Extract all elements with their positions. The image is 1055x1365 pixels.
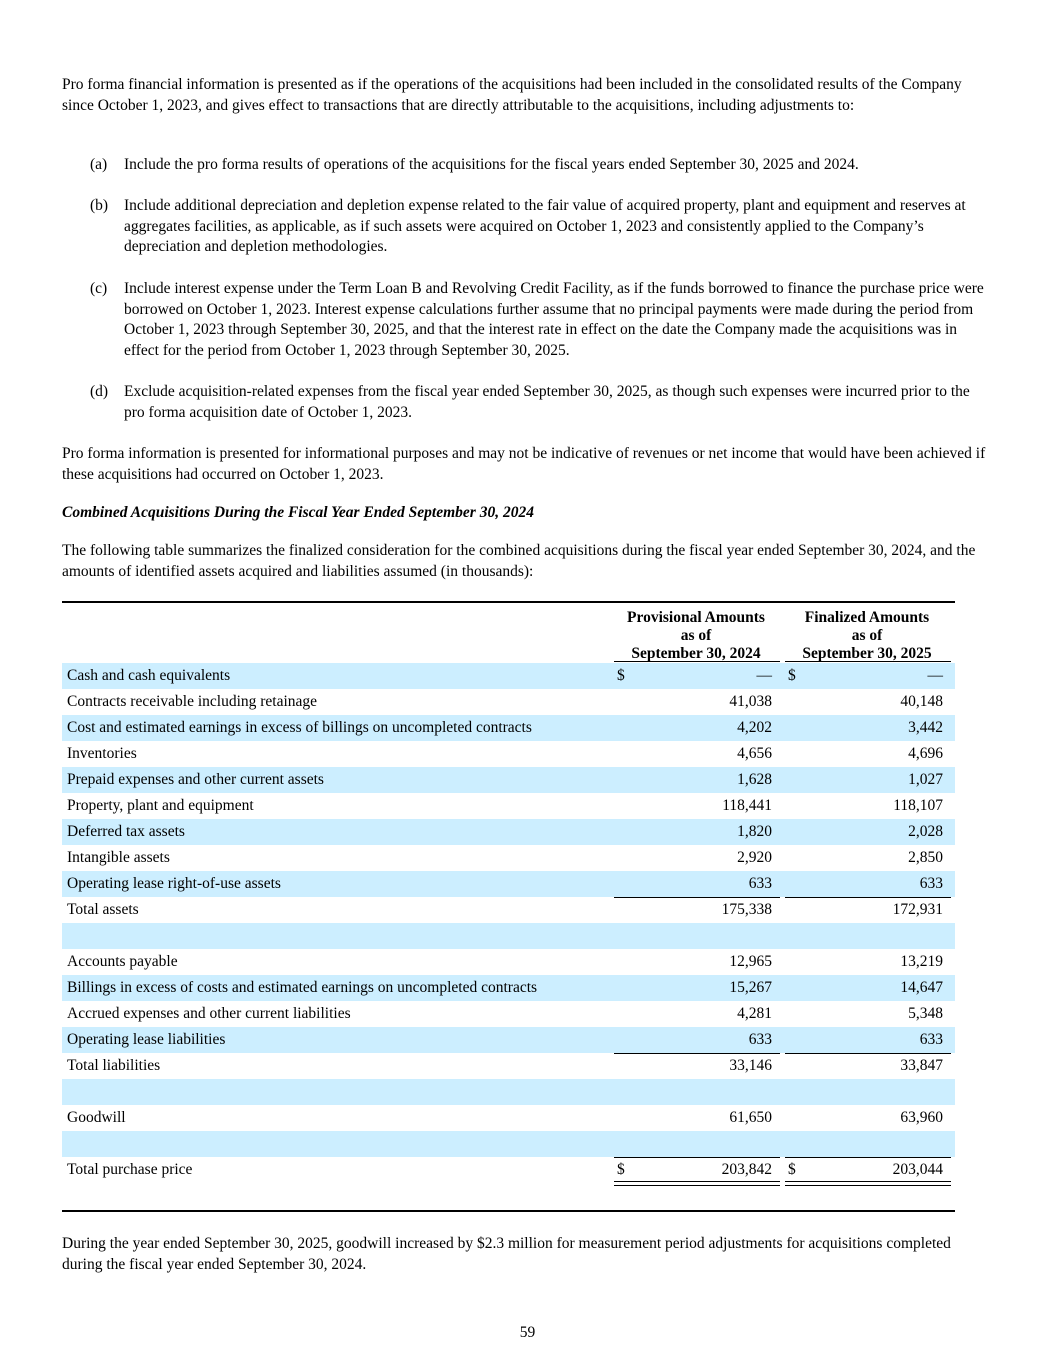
list-item-text: Include interest expense under the Term Loan B and Revolving Credit Facility, as if the funds borrowed to finance the purchase price were borrowed on October 1, 2023. Interest expense calculations further assume that no principal payments were made during the period from October 1, 2023 through September 30, 2025, and that the interest rate in effect on the date the Company made the acquisitions was in effect for the period from October 1, 2023 through September 30, 2025.	[124, 280, 984, 359]
table-row-total-liabilities	[62, 1053, 955, 1079]
finalized-value: 40,148	[900, 693, 943, 710]
row-label: Inventories	[67, 745, 137, 762]
table-row	[62, 793, 955, 819]
row-label: Total purchase price	[67, 1161, 193, 1178]
table-row	[62, 871, 955, 897]
table-row	[62, 663, 955, 689]
row-label: Total assets	[67, 901, 139, 918]
table-row	[62, 767, 955, 793]
finalized-value: 3,442	[908, 719, 943, 736]
section-description: The following table summarizes the finalized consideration for the combined acquisitions during the fiscal year ended September 30, 2024, and the amounts of identified assets acquired and liabilities assumed (in thousands):	[62, 542, 976, 580]
table-spacer-row	[62, 923, 955, 949]
provisional-value: 33,146	[729, 1057, 772, 1074]
provisional-value: 41,038	[729, 693, 772, 710]
section-heading: Combined Acquisitions During the Fiscal Year Ended September 30, 2024	[62, 504, 534, 521]
finalized-value: 4,696	[908, 745, 943, 762]
column-header-provisional: Provisional Amounts as of September 30, 2024	[627, 609, 765, 662]
provisional-value: 15,267	[729, 979, 772, 996]
finalized-value: 633	[919, 1031, 943, 1048]
table-spacer-row	[62, 1079, 955, 1105]
table-row	[62, 1027, 955, 1053]
table-row	[62, 975, 955, 1001]
list-item-label: (a)	[90, 156, 108, 173]
subtotal-rule	[785, 897, 951, 898]
row-label: Intangible assets	[67, 849, 170, 866]
double-underline	[785, 1181, 951, 1186]
page-number: 59	[519, 1324, 536, 1341]
provisional-value: 633	[748, 1031, 772, 1048]
finalized-value: 33,847	[900, 1057, 943, 1074]
finalized-value: 2,850	[908, 849, 943, 866]
table-row	[62, 741, 955, 767]
goodwill-note: During the year ended September 30, 2025, goodwill increased by $2.3 million for measurement period adjustments for acquisitions completed during the fiscal year ended September 30, 2024.	[62, 1235, 951, 1273]
provisional-value: 633	[748, 875, 772, 892]
currency-symbol: $	[788, 667, 796, 684]
currency-symbol: $	[617, 667, 625, 684]
table-row	[62, 845, 955, 871]
list-item-d	[90, 382, 994, 423]
table-spacer-row	[62, 1131, 955, 1157]
list-item-text: Exclude acquisition-related expenses from the fiscal year ended September 30, 2025, as though such expenses were incurred prior to the pro forma acquisition date of October 1, 2023.	[124, 383, 970, 421]
column-header-finalized: Finalized Amounts as of September 30, 2025	[802, 609, 932, 662]
table-row	[62, 715, 955, 741]
header-underline	[785, 661, 951, 662]
table-row	[62, 689, 955, 715]
provisional-value: 203,842	[721, 1161, 772, 1178]
finalized-value: 2,028	[908, 823, 943, 840]
list-item-a	[90, 155, 994, 176]
finalized-value: 13,219	[900, 953, 943, 970]
provisional-value: 61,650	[729, 1109, 772, 1126]
row-label: Goodwill	[67, 1109, 126, 1126]
list-item-label: (c)	[90, 280, 108, 297]
currency-symbol: $	[788, 1161, 796, 1178]
row-label: Operating lease liabilities	[67, 1031, 226, 1048]
header-underline	[614, 661, 780, 662]
provisional-value: 2,920	[737, 849, 772, 866]
finalized-value: 5,348	[908, 1005, 943, 1022]
table-row-total-assets	[62, 897, 955, 923]
provisional-value: 4,202	[737, 719, 772, 736]
row-label: Property, plant and equipment	[67, 797, 254, 814]
row-label: Deferred tax assets	[67, 823, 185, 840]
finalized-value: 118,107	[893, 797, 943, 814]
finalized-value: 1,027	[908, 771, 943, 788]
list-item-text: Include the pro forma results of operations of the acquisitions for the fiscal years ended September 30, 2025 and 2024.	[124, 156, 859, 173]
list-item-c	[90, 279, 994, 361]
list-item-b	[90, 196, 994, 258]
provisional-value: 4,281	[737, 1005, 772, 1022]
row-label: Prepaid expenses and other current assets	[67, 771, 324, 788]
total-rule	[785, 1157, 951, 1158]
list-item-label: (b)	[90, 197, 109, 214]
provisional-value: —	[756, 667, 772, 684]
row-label: Cost and estimated earnings in excess of billings on uncompleted contracts	[67, 719, 532, 736]
provisional-value: 118,441	[722, 797, 772, 814]
finalized-value: 633	[919, 875, 943, 892]
row-label: Billings in excess of costs and estimated earnings on uncompleted contracts	[67, 979, 538, 996]
finalized-value: 203,044	[892, 1161, 943, 1178]
row-label: Contracts receivable including retainage	[67, 693, 318, 710]
provisional-value: 1,628	[737, 771, 772, 788]
list-item-label: (d)	[90, 383, 109, 400]
table-row	[62, 949, 955, 975]
table-body	[62, 663, 955, 1183]
subtotal-rule	[614, 897, 780, 898]
row-label: Accrued expenses and other current liabilities	[67, 1005, 351, 1022]
row-label: Operating lease right-of-use assets	[67, 875, 281, 892]
finalized-value: —	[927, 667, 943, 684]
disclaimer-paragraph: Pro forma information is presented for informational purposes and may not be indicative of revenues or net income that would have been achieved if these acquisitions had occurred on October 1, 2023.	[62, 445, 986, 483]
total-rule	[614, 1157, 780, 1158]
table-row-goodwill	[62, 1105, 955, 1131]
intro-paragraph: Pro forma financial information is presented as if the operations of the acquisitions had been included in the consolidated results of the Company since October 1, 2023, and gives effect to transactions that are directly attributable to the acquisitions, including adjustments to:	[62, 76, 962, 114]
table-row	[62, 1001, 955, 1027]
provisional-value: 175,338	[721, 901, 772, 918]
provisional-value: 4,656	[737, 745, 772, 762]
list-item-text: Include additional depreciation and depletion expense related to the fair value of acquired property, plant and equipment and reserves at aggregates facilities, as applicable, as if such assets were acquired on October 1, 2023 and consistently applied to the Company’s depreciation and depletion methodologies.	[124, 197, 966, 255]
provisional-value: 12,965	[729, 953, 772, 970]
row-label: Total liabilities	[67, 1057, 161, 1074]
subtotal-rule	[614, 1053, 780, 1054]
finalized-value: 14,647	[900, 979, 943, 996]
table-top-rule	[62, 601, 955, 603]
subtotal-rule	[785, 1053, 951, 1054]
currency-symbol: $	[617, 1161, 625, 1178]
double-underline	[614, 1181, 780, 1186]
row-label: Cash and cash equivalents	[67, 667, 231, 684]
finalized-value: 172,931	[892, 901, 943, 918]
finalized-value: 63,960	[900, 1109, 943, 1126]
table-bottom-rule	[62, 1210, 955, 1212]
provisional-value: 1,820	[737, 823, 772, 840]
row-label: Accounts payable	[67, 953, 178, 970]
table-row	[62, 819, 955, 845]
table-row-total-purchase-price	[62, 1157, 955, 1183]
